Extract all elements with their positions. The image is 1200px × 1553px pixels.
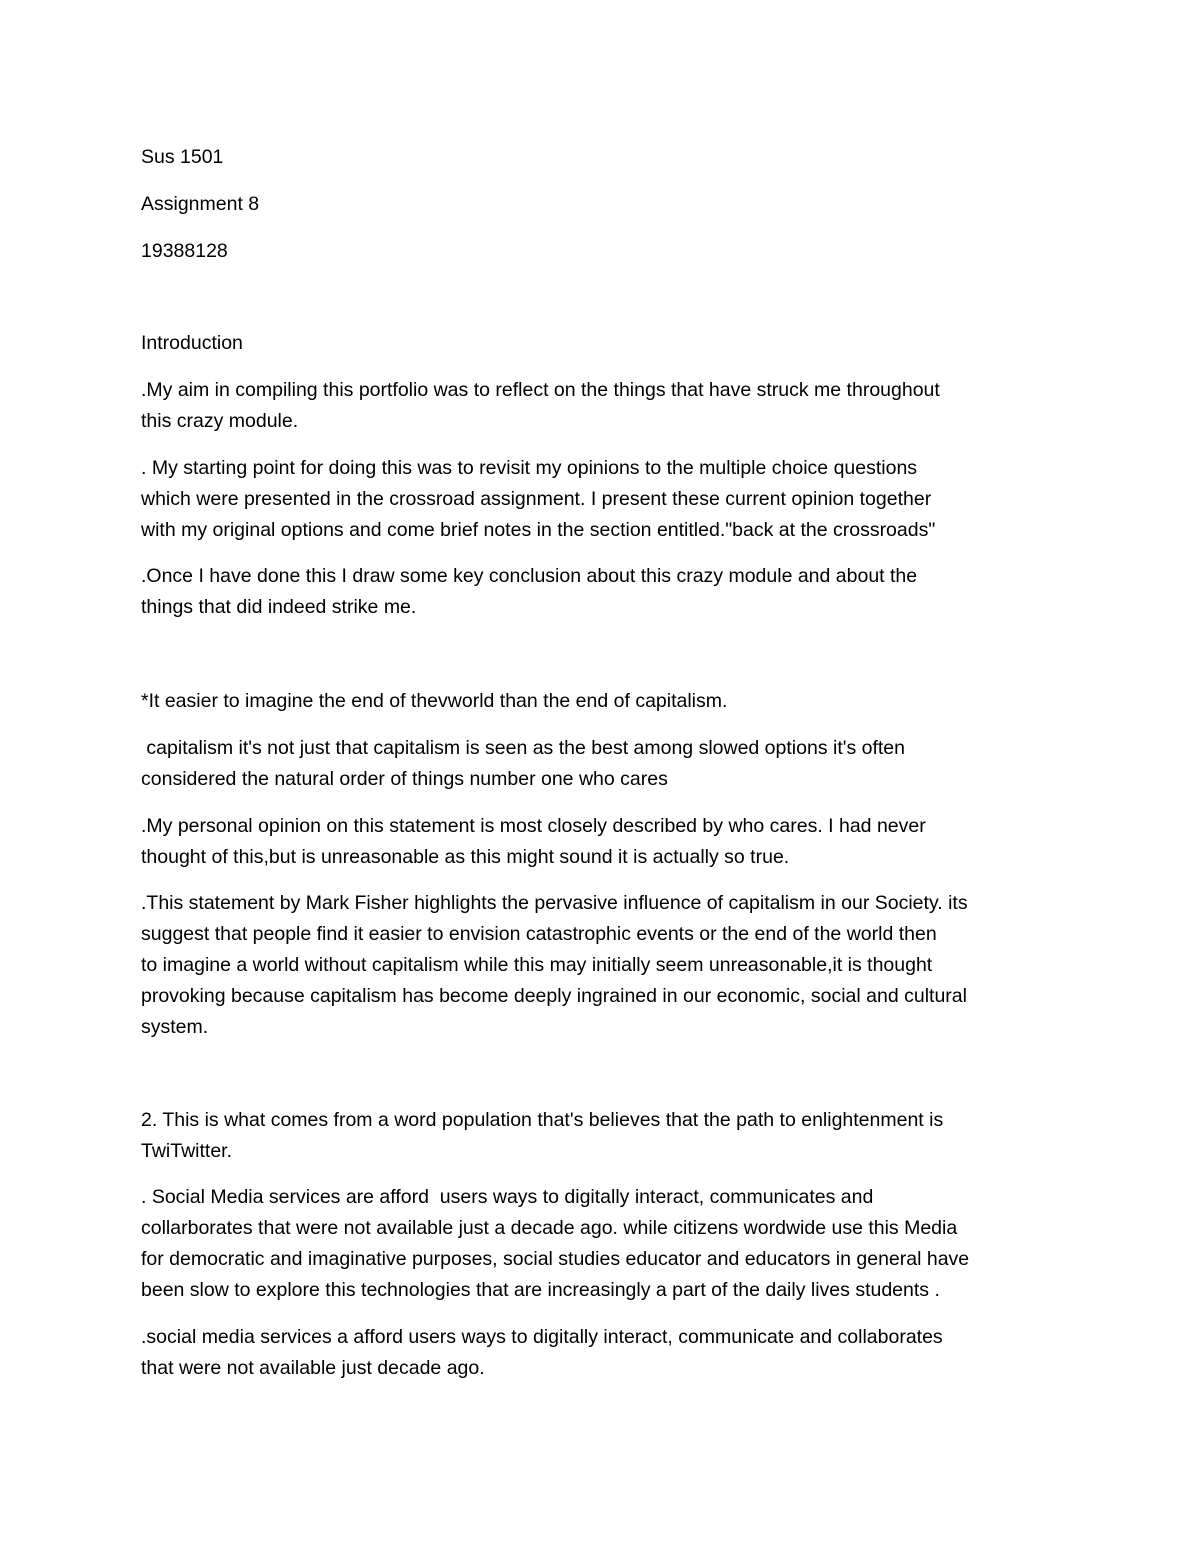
text-line: 2. This is what comes from a word population that's believes that the path to enlightenment is <box>141 1109 944 1131</box>
text-line: been slow to explore this technologies that are increasingly a part of the daily lives students . <box>141 1279 940 1301</box>
section2-paragraph-1 <box>141 1182 1071 1306</box>
statement-2 <box>141 1105 1071 1167</box>
text-line: .Once I have done this I draw some key conclusion about this crazy module and about the <box>141 565 918 587</box>
section1-paragraph-1 <box>141 733 1071 795</box>
intro-paragraph-2 <box>141 453 1071 546</box>
text-line: which were presented in the crossroad assignment. I present these current opinion together <box>141 488 932 510</box>
text-line: collarborates that were not available just a decade ago. while citizens wordwide use this Media <box>141 1217 958 1239</box>
text-line: that were not available just decade ago. <box>141 1357 485 1379</box>
statement-1: *It easier to imagine the end of thevworld than the end of capitalism. <box>141 690 728 712</box>
intro-paragraph-1 <box>141 375 1071 437</box>
text-line: . Social Media services are afford users ways to digitally interact, communicates and <box>141 1186 874 1208</box>
text-line: thought of this,but is unreasonable as this might sound it is actually so true. <box>141 846 790 868</box>
text-line: capitalism it's not just that capitalism is seen as the best among slowed options it's often <box>141 737 905 759</box>
text-line: .My personal opinion on this statement is most closely described by who cares. I had never <box>141 815 926 837</box>
text-line: things that did indeed strike me. <box>141 596 417 618</box>
section2-paragraph-2 <box>141 1322 1071 1384</box>
student-number: 19388128 <box>141 240 228 262</box>
introduction-heading: Introduction <box>141 332 243 354</box>
assignment-title: Assignment 8 <box>141 193 260 215</box>
text-line: system. <box>141 1016 209 1038</box>
text-line: .social media services a afford users ways to digitally interact, communicate and collaborates <box>141 1326 943 1348</box>
intro-paragraph-3 <box>141 561 1071 623</box>
section1-paragraph-2 <box>141 811 1071 873</box>
text-line: provoking because capitalism has become deeply ingrained in our economic, social and cultural <box>141 985 967 1007</box>
text-line: TwiTwitter. <box>141 1140 233 1162</box>
section1-paragraph-3 <box>141 888 1071 1043</box>
text-line: this crazy module. <box>141 410 299 432</box>
course-code: Sus 1501 <box>141 146 224 168</box>
text-line: to imagine a world without capitalism while this may initially seem unreasonable,it is thought <box>141 954 933 976</box>
text-line: for democratic and imaginative purposes, social studies educator and educators in general have <box>141 1248 970 1270</box>
text-line: considered the natural order of things number one who cares <box>141 768 668 790</box>
text-line: . My starting point for doing this was to revisit my opinions to the multiple choice questions <box>141 457 918 479</box>
text-line: suggest that people find it easier to envision catastrophic events or the end of the world then <box>141 923 937 945</box>
text-line: with my original options and come brief notes in the section entitled."back at the crossroads" <box>141 519 936 541</box>
text-line: .My aim in compiling this portfolio was to reflect on the things that have struck me throughout <box>141 379 940 401</box>
text-line: .This statement by Mark Fisher highlights the pervasive influence of capitalism in our Society. its <box>141 892 968 914</box>
